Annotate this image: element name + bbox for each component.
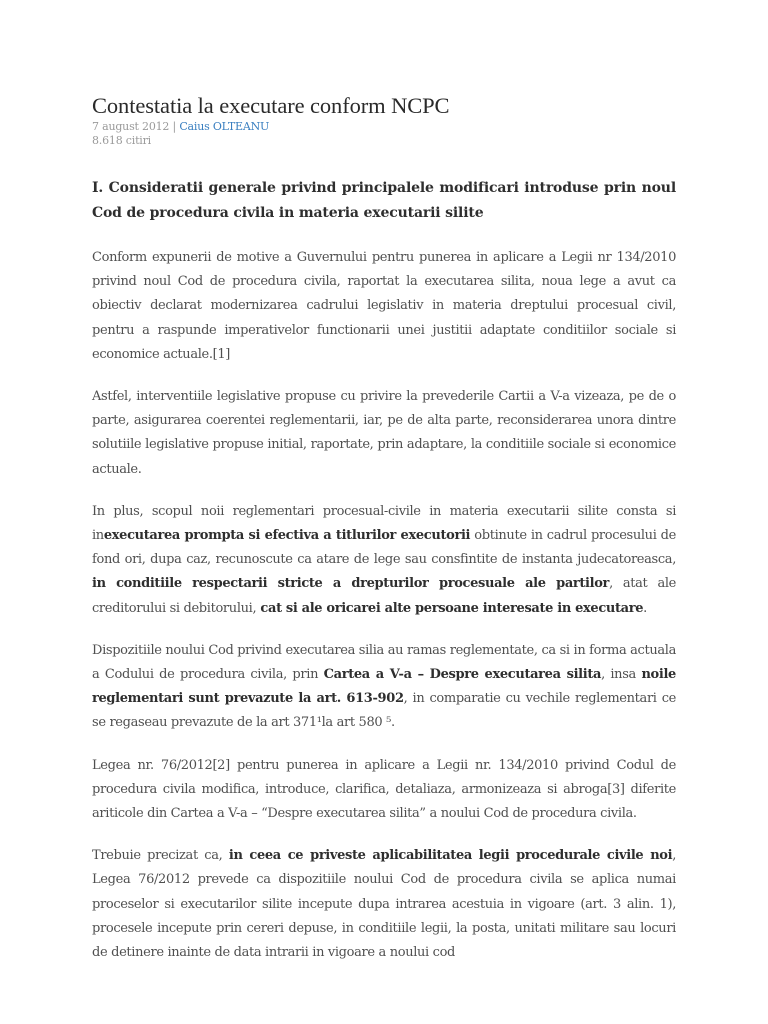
- paragraph-6-text-2: , Legea 76/2012 prevede ca dispozitiile noului Cod de procedura civila se aplica numai proceselor si executarilor silite incepute dupa intrarea acestuia in vigoare (art. 3 alin. 1), procesele incepute prin cereri depuse, in conditiile legii, la posta, unitati militare sau locuri de detinere inainte de data intrarii in vigoare a noului cod: [92, 848, 677, 961]
- article-title: Contestatia la executare conform NCPC: [92, 93, 450, 118]
- paragraph-4-text-2: , insa: [601, 667, 642, 683]
- paragraph-3-text-2: obtinute in cadrul procesului de fond ori, dupa caz, recunoscute ca atare de lege sau consfintite de instanta judecatoreasca,: [92, 528, 676, 568]
- paragraph-3: [92, 500, 676, 621]
- paragraph-3-bold-2: in conditiile respectarii stricte a drepturilor procesuale ale partilor: [92, 576, 610, 592]
- paragraph-6-bold-1: in ceea ce priveste aplicabilitatea legii procedurale civile noi: [228, 848, 673, 864]
- paragraph-6: [92, 844, 676, 965]
- paragraph-2: Astfel, interventiile legislative propuse cu privire la prevederile Cartii a V-a vizeaza, pe de o parte, asigurarea coerentei reglementarii, iar, pe de alta parte, reconsiderarea unora dintre solutiile legislative propuse initial, raportate, prin adaptare, la conditiile sociale si economice actuale.: [92, 389, 676, 477]
- paragraph-4-bold-1: Cartea a V-a – Despre executarea silita: [323, 667, 602, 683]
- paragraph-6-text-1: Trebuie precizat ca,: [92, 848, 229, 864]
- paragraph-3-bold-1: executarea prompta si efectiva a titlurilor executorii: [103, 528, 471, 544]
- paragraph-3-text-3: , atat ale creditorului si debitorului,: [92, 576, 676, 616]
- article-meta: [92, 120, 676, 134]
- paragraph-4-text-1: Dispozitiile noului Cod privind executarea silia au ramas reglementate, ca si in forma actuala a Codului de procedura civila, prin: [92, 642, 676, 683]
- paragraph-4: [92, 639, 676, 736]
- section-heading: I. Consideratii generale privind principalele modificari introduse prin noul Cod de procedura civila in materia executarii silite: [92, 180, 676, 221]
- article: [92, 92, 676, 965]
- paragraph-3-text-1: In plus, scopul noii reglementari procesual-civile in materia executarii silite consta si in: [92, 503, 676, 544]
- paragraph-4-bold-2: noile reglementari sunt prevazute la art. 613-902: [92, 667, 676, 707]
- paragraph-5: Legea nr. 76/2012[2] pentru punerea in aplicare a Legii nr. 134/2010 privind Codul de procedura civila modifica, introduce, clarifica, detaliaza, armonizeaza si abroga[3] diferite ariticole din Cartea a V-a – “Despre executarea silita” a noului Cod de procedura civila.: [92, 757, 676, 822]
- paragraph-1: Conform expunerii de motive a Guvernului pentru punerea in aplicare a Legii nr 134/2010 privind noul Cod de procedura civila, raportat la executarea silita, noua lege a avut ca obiectiv declarat modernizarea cadrului legislativ in materia dreptului procesual civil, pentru a raspunde imperativelor functionarii unei justitii adaptate conditiilor sociale si economice actuale.[1]: [92, 250, 676, 362]
- paragraph-3-bold-3: cat si ale oricarei alte persoane interesate in executare: [256, 600, 644, 616]
- paragraph-4-text-3: , in comparatie cu vechile reglementari ce se regaseau prevazute de la art 371¹la art 580 ⁵.: [92, 691, 676, 731]
- meta-separator: |: [169, 120, 180, 133]
- paragraph-3-text-4: .: [643, 600, 647, 616]
- read-count: 8.618 citiri: [92, 134, 151, 147]
- article-date: 7 august 2012: [92, 120, 170, 133]
- author-link[interactable]: Caius OLTEANU: [179, 120, 270, 133]
